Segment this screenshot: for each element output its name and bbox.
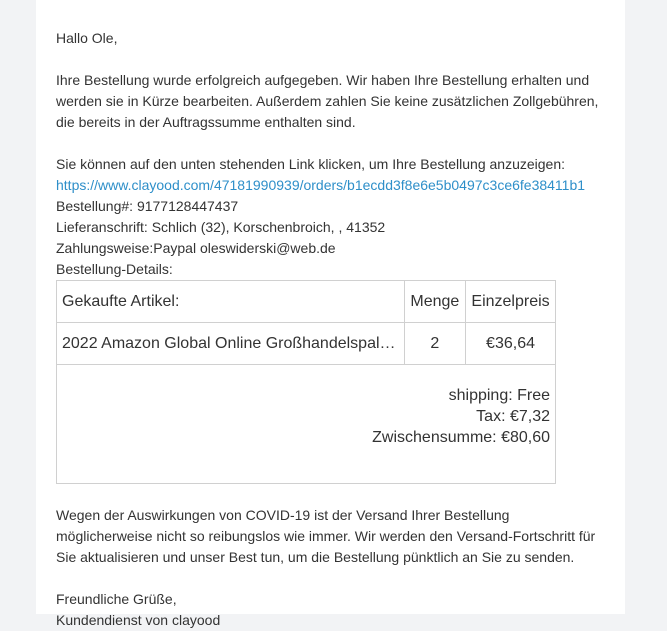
order-link[interactable]: https://www.clayood.com/47181990939/orders/b1ecdd3f8e6e5b0497c3ce6fe38411b1 bbox=[56, 177, 586, 193]
covid-notice: Wegen der Auswirkungen von COVID-19 ist der Versand Ihrer Bestellung möglicherweise nicht so reibungslos wie immer. Wir werden den Versand-Fortschritt für Sie aktualisieren und unser Best tun, um die Bestellung pünktlich an Sie zu senden. bbox=[56, 507, 596, 565]
column-header-item: Gekaufte Artikel: bbox=[57, 281, 405, 323]
email-card bbox=[36, 0, 625, 628]
table-row bbox=[57, 323, 556, 365]
subtotal-amount: Zwischensumme: €80,60 bbox=[372, 429, 550, 446]
greeting: Hallo Ole, bbox=[56, 30, 118, 46]
link-intro: Sie können auf den unten stehenden Link klicken, um Ihre Bestellung anzuzeigen: bbox=[56, 156, 566, 172]
table-header-row bbox=[57, 281, 556, 323]
item-price: €36,64 bbox=[466, 323, 556, 365]
email-body bbox=[56, 28, 608, 631]
column-header-unit-price: Einzelpreis bbox=[466, 281, 556, 323]
column-header-quantity: Menge bbox=[404, 281, 465, 323]
closing: Freundliche Grüße, bbox=[56, 591, 177, 607]
item-quantity: 2 bbox=[404, 323, 465, 365]
payment-method: Zahlungsweise:Paypal oleswiderski@web.de bbox=[56, 240, 336, 256]
item-name: 2022 Amazon Global Online Großhandelspal… bbox=[57, 323, 405, 365]
shipping-cost: shipping: Free bbox=[448, 387, 550, 404]
details-label: Bestellung-Details: bbox=[56, 261, 173, 277]
signature: Kundendienst von clayood bbox=[56, 612, 221, 628]
totals-row bbox=[57, 365, 556, 484]
tax-amount: Tax: €7,32 bbox=[476, 408, 550, 425]
shipping-address: Lieferanschrift: Schlich (32), Korschenbroich, , 41352 bbox=[56, 219, 386, 235]
totals-cell bbox=[57, 365, 556, 484]
order-details-table bbox=[56, 280, 556, 484]
order-number: Bestellung#: 9177128447437 bbox=[56, 198, 239, 214]
intro-paragraph: Ihre Bestellung wurde erfolgreich aufgegeben. Wir haben Ihre Bestellung erhalten und werden sie in Kürze bearbeiten. Außerdem zahlen Sie keine zusätzlichen Zollgebühren, die bereits in der Auftragssumme enthalten sind. bbox=[56, 72, 599, 130]
